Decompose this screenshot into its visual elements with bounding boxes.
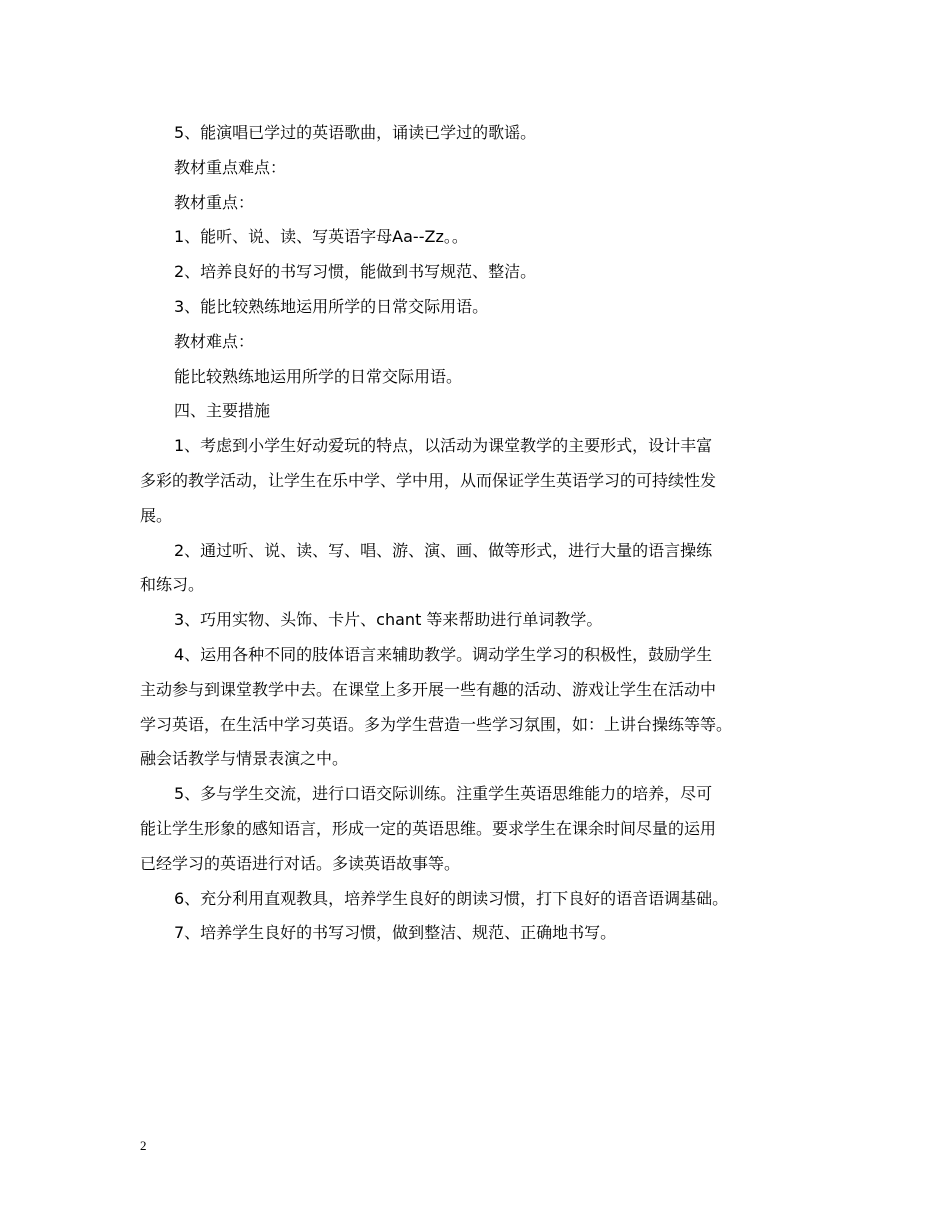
heading-key-difficult-points: 教材重点难点： [174, 157, 287, 177]
measure-6-line: 6、充分利用直观教具，培养学生良好的朗读习惯，打下良好的语音语调基础。 [174, 888, 729, 908]
measure-1 [140, 429, 812, 533]
measure-5 [140, 777, 812, 881]
measure-4-line: 学习英语，在生活中学习英语。多为学生营造一些学习氛围，如：上讲台操练等等。 [140, 714, 733, 734]
measure-1-line: 展。 [140, 505, 173, 525]
key-point-1: 1、能听、说、读、写英语字母Aa--Zz。。 [174, 227, 468, 247]
objective-5: 5、能演唱已学过的英语歌曲，诵读已学过的歌谣。 [174, 123, 537, 142]
measure-5-line: 已经学习的英语进行对话。多读英语故事等。 [140, 853, 461, 873]
measure-6 [140, 882, 812, 917]
measure-4 [140, 638, 812, 777]
measure-5-line: 能让学生形象的感知语言，形成一定的英语思维。要求学生在课余时间尽量的运用 [140, 818, 717, 838]
heading-difficult-points: 教材难点： [174, 331, 255, 351]
measure-2-line: 2、通过听、说、读、写、唱、游、演、画、做等形式，进行大量的语言操练 [174, 540, 713, 560]
key-point-2: 2、培养良好的书写习惯，能做到书写规范、整洁。 [174, 262, 537, 282]
measure-5-line: 5、多与学生交流，进行口语交际训练。注重学生英语思维能力的培养，尽可 [174, 784, 713, 804]
measure-3 [140, 603, 812, 638]
heading-key-points: 教材重点： [174, 192, 255, 212]
measure-2-line: 和练习。 [140, 575, 205, 595]
measure-3-line: 3、巧用实物、头饰、卡片、chant 等来帮助进行单词教学。 [174, 610, 603, 630]
measure-4-line: 主动参与到课堂教学中去。在课堂上多开展一些有趣的活动、游戏让学生在活动中 [140, 679, 717, 699]
key-point-3: 3、能比较熟练地运用所学的日常交际用语。 [174, 296, 489, 316]
page-number: 2 [140, 1138, 147, 1153]
heading-main-measures: 四、主要措施 [174, 401, 271, 421]
measure-4-line: 融会话教学与情景表演之中。 [140, 749, 349, 769]
measure-7-line: 7、培养学生良好的书写习惯，做到整洁、规范、正确地书写。 [174, 923, 617, 943]
difficult-point: 能比较熟练地运用所学的日常交际用语。 [174, 366, 463, 386]
measure-1-line: 多彩的教学活动，让学生在乐中学、学中用，从而保证学生英语学习的可持续性发 [140, 470, 717, 490]
document-body [140, 116, 812, 951]
measure-4-line: 4、运用各种不同的肢体语言来辅助教学。调动学生学习的积极性，鼓励学生 [174, 644, 713, 664]
measure-2 [140, 534, 812, 604]
measure-7 [140, 916, 812, 951]
measure-1-line: 1、考虑到小学生好动爱玩的特点，以活动为课堂教学的主要形式，设计丰富 [174, 436, 713, 456]
